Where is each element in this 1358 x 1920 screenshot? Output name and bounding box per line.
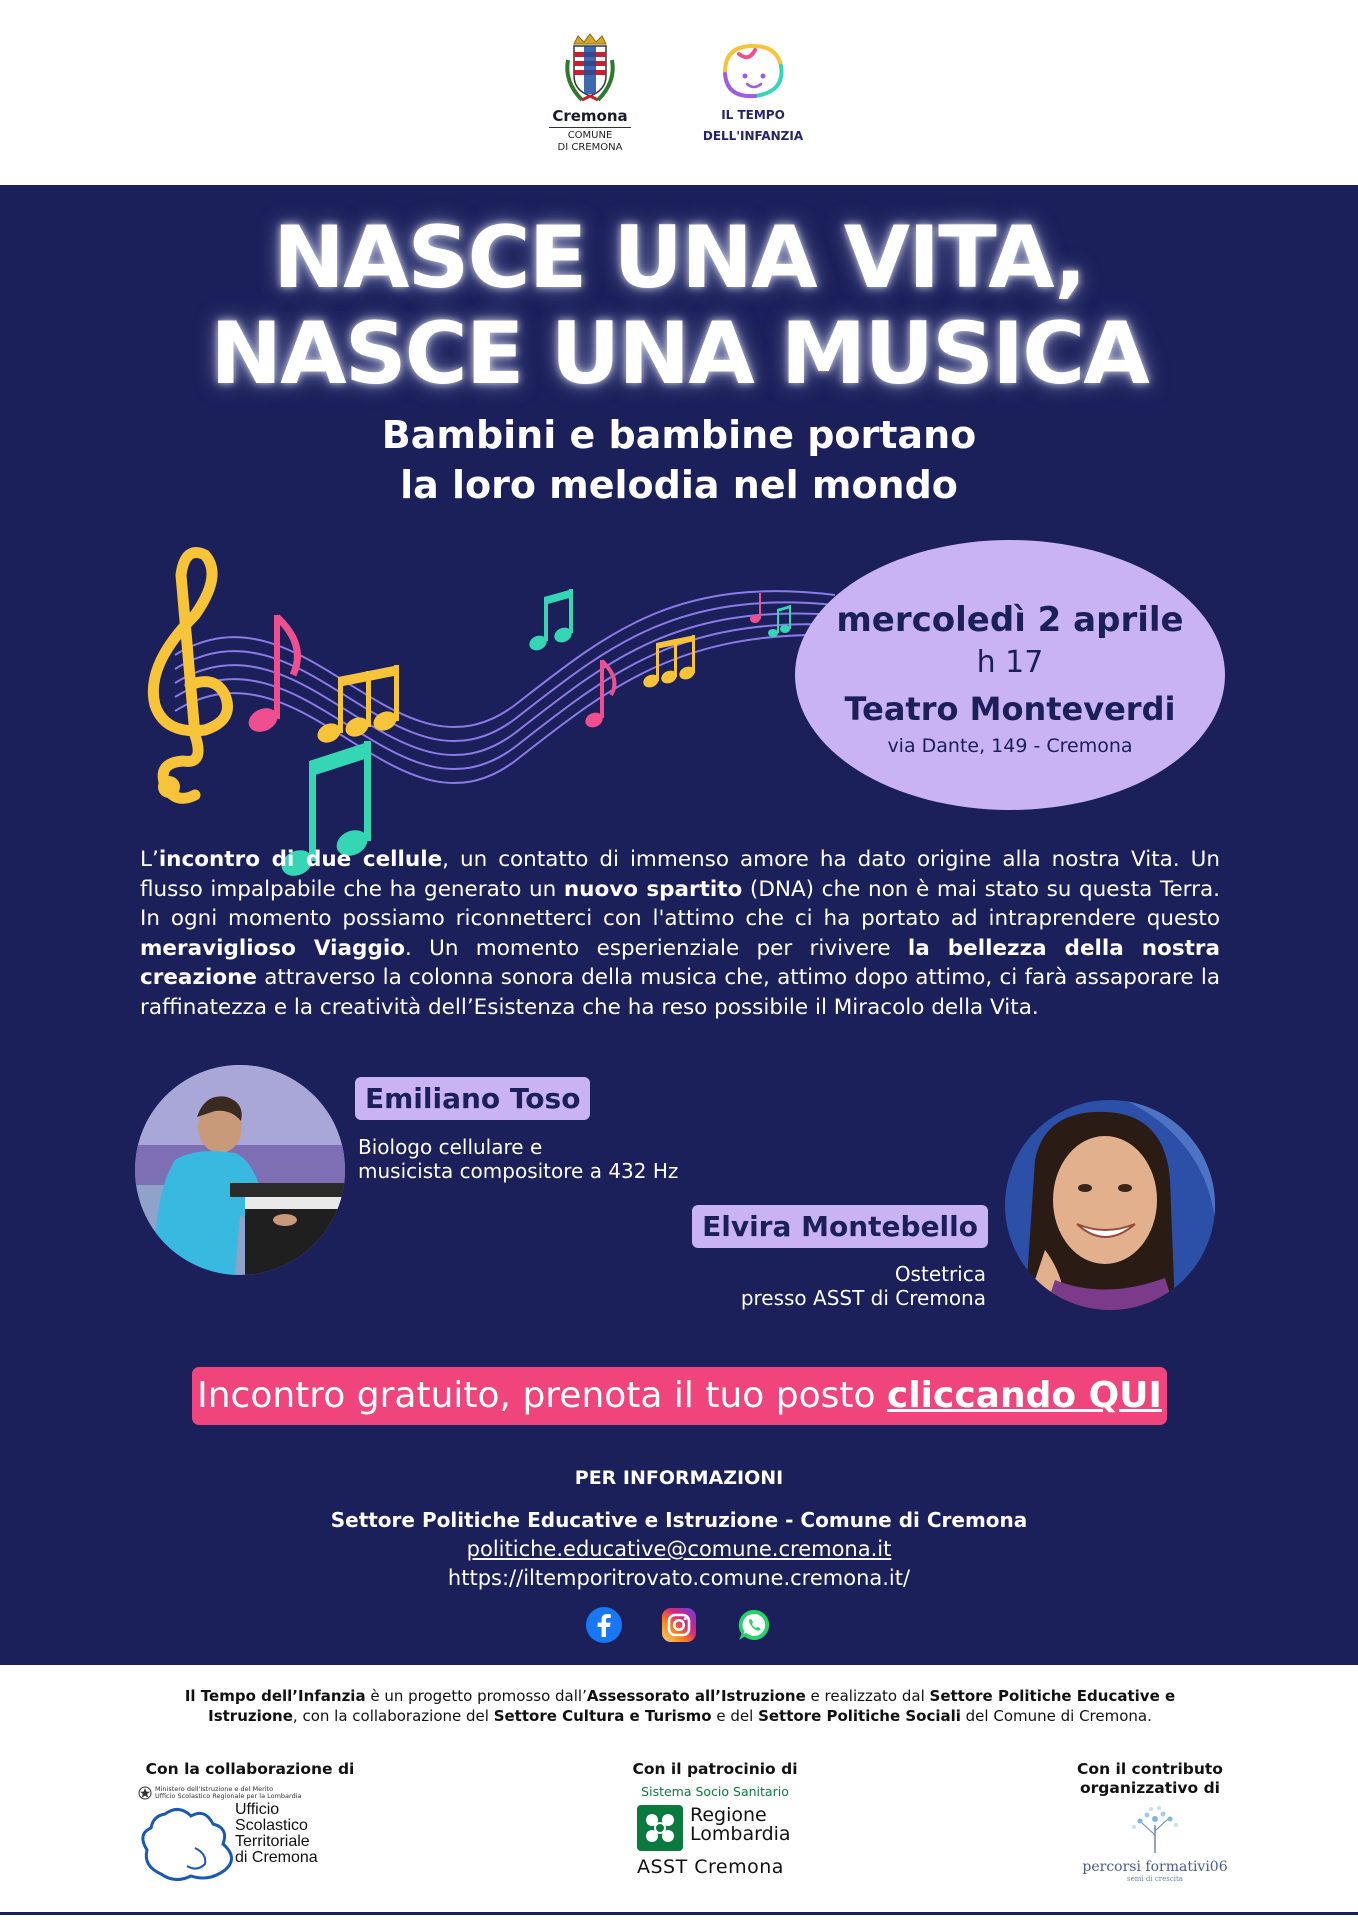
event-date: mercoledì 2 aprile xyxy=(836,600,1184,640)
tempo-logo-line2: DELL'INFANZIA xyxy=(702,129,804,143)
speaker-role-toso xyxy=(358,1135,678,1183)
footer-bold: Assessorato all’Istruzione xyxy=(586,1687,806,1705)
role-line: Biologo cellulare e xyxy=(358,1135,543,1159)
speaker-name-toso: Emiliano Toso xyxy=(355,1077,590,1120)
usp-ministry-line: Ufficio Scolastico Regionale per la Lombardia xyxy=(155,1792,302,1800)
tempo-logo-line1: IL TEMPO xyxy=(721,108,785,122)
description-bold: la bellezza della nostra creazione xyxy=(140,935,1221,990)
speaker-photo-toso xyxy=(135,1065,345,1275)
page-subtitle xyxy=(0,410,1358,510)
usp-name-line: di Cremona xyxy=(235,1849,318,1866)
event-address: via Dante, 149 - Cremona xyxy=(887,735,1133,757)
crest-city-name: Cremona xyxy=(552,107,628,125)
contribution-label-1: Con il contributo xyxy=(1077,1760,1223,1778)
booking-text: Incontro gratuito, prenota il tuo posto xyxy=(197,1375,887,1416)
footer-bold: Settore Cultura e Turismo xyxy=(493,1707,712,1725)
contribution-heading xyxy=(1050,1760,1250,1798)
footer-text: e del xyxy=(711,1707,759,1725)
crest-subtitle-1: COMUNE xyxy=(567,130,613,141)
info-title: PER INFORMAZIONI xyxy=(574,1467,784,1489)
whatsapp-icon[interactable] xyxy=(736,1607,772,1643)
description-bold: incontro di due cellule xyxy=(158,847,443,872)
event-description xyxy=(140,845,1220,1022)
usp-name xyxy=(235,1802,318,1866)
treble-clef-icon xyxy=(153,553,227,799)
facebook-icon[interactable] xyxy=(586,1607,622,1643)
regione-lombardia-rose-icon xyxy=(637,1805,683,1851)
page-title xyxy=(0,210,1358,402)
title-line-2: NASCE UNA MUSICA xyxy=(210,304,1148,404)
clef-dot xyxy=(158,776,180,798)
teal-small-notes-icon xyxy=(527,589,574,653)
header xyxy=(0,0,1358,185)
info-email-row xyxy=(0,1537,1358,1561)
percorsi-name: percorsi formativi06 xyxy=(1082,1859,1228,1875)
comune-cremona-logo xyxy=(545,30,635,155)
usp-name-line: Ufficio xyxy=(235,1801,280,1818)
crest-subtitle-2: DI CREMONA xyxy=(557,142,623,153)
description-text: , un contatto di immenso amore ha dato origine alla nostra Vita. Un flusso impalpabile che ha generato un xyxy=(140,847,1220,902)
contribution-label-2: organizzativo di xyxy=(1080,1779,1220,1797)
crest-divider xyxy=(549,127,631,128)
collaboration-heading xyxy=(130,1760,370,1779)
patronage-heading xyxy=(585,1760,845,1779)
footer-bold: Settore Politiche Educative e Istruzione xyxy=(208,1687,1176,1725)
description-text: attraverso la colonna sonora della musica che, attimo dopo attimo, ci farà assaporare la raffinatezza e la creatività dell’Esistenza che ha reso possibile il Miracolo della Vita. xyxy=(140,965,1220,1020)
footer-credits xyxy=(160,1686,1200,1726)
website-link[interactable]: https://iltemporitrovato.comune.cremona.it/ xyxy=(447,1566,911,1590)
speaker-role-montebello xyxy=(741,1262,986,1310)
child-face-icon xyxy=(715,40,791,102)
regione-line: Lombardia xyxy=(690,1823,791,1845)
percorsi-formativi-logo xyxy=(1080,1805,1230,1885)
usp-ministry-line: Ministero dell'Istruzione e del Merito xyxy=(155,1785,274,1793)
instagram-icon[interactable] xyxy=(661,1607,697,1643)
description-text: (DNA) che non è mai stato su questa Terra. In ogni momento possiamo riconnetterci con l'attimo che ci ha portato ad intraprendere questo xyxy=(140,876,1220,931)
role-line: presso ASST di Cremona xyxy=(740,1286,986,1310)
asst-cremona-name: ASST Cremona xyxy=(637,1856,784,1878)
description-bold: nuovo spartito xyxy=(563,876,743,902)
ufficio-scolastico-logo xyxy=(135,1786,375,1886)
social-links xyxy=(0,1607,1358,1643)
regione-line: Regione xyxy=(690,1804,767,1826)
description-bold: meraviglioso Viaggio xyxy=(140,935,405,961)
subtitle-line-2: la loro melodia nel mondo xyxy=(400,463,958,507)
title-line-1: NASCE UNA VITA, xyxy=(273,208,1085,308)
tempo-infanzia-logo xyxy=(688,40,818,150)
footer-text: del Comune di Cremona. xyxy=(960,1707,1152,1725)
footer-text: , con la collaborazione del xyxy=(292,1707,494,1725)
description-text: L’ xyxy=(140,847,159,872)
regione-lombardia-name xyxy=(690,1806,791,1844)
footer-text: e realizzato dal xyxy=(805,1687,930,1705)
event-time: h 17 xyxy=(976,645,1044,680)
pink-eighth-note-icon xyxy=(245,615,298,736)
sistema-socio-sanitario-label: Sistema Socio Sanitario xyxy=(641,1784,789,1799)
role-line: musicista compositore a 432 Hz xyxy=(358,1159,679,1183)
info-organization: Settore Politiche Educative e Istruzione - Comune di Cremona xyxy=(330,1508,1028,1532)
booking-link[interactable]: cliccando QUI xyxy=(886,1375,1162,1416)
booking-button[interactable] xyxy=(192,1367,1167,1425)
speaker-photo-montebello xyxy=(1005,1100,1215,1310)
speaker-name-montebello: Elvira Montebello xyxy=(692,1205,988,1248)
emblem-icon xyxy=(138,1786,152,1800)
percorsi-tagline: semi di crescita xyxy=(1127,1875,1183,1883)
usp-name-line: Scolastico xyxy=(235,1817,308,1834)
footer-bold: Settore Politiche Sociali xyxy=(758,1707,961,1725)
description-text: . Un momento esperienziale per rivivere xyxy=(404,935,908,961)
tree-icon xyxy=(1120,1805,1190,1853)
bottom-divider xyxy=(0,1912,1358,1915)
event-info-oval xyxy=(795,540,1225,810)
role-line: Ostetrica xyxy=(894,1262,986,1286)
footer-text: è un progetto promosso dall’ xyxy=(365,1687,587,1705)
patronage-label: Con il patrocinio di xyxy=(632,1760,798,1778)
event-venue: Teatro Monteverdi xyxy=(844,690,1176,728)
subtitle-line-1: Bambini e bambine portano xyxy=(381,413,977,457)
collaboration-label: Con la collaborazione di xyxy=(145,1760,355,1778)
usp-name-line: Territoriale xyxy=(235,1833,310,1850)
usp-ministry-text xyxy=(155,1786,302,1800)
cremona-crest-icon xyxy=(560,30,620,105)
event-panel xyxy=(0,185,1358,1665)
email-link[interactable]: politiche.educative@comune.cremona.it xyxy=(466,1537,892,1561)
footer-bold: Il Tempo dell’Infanzia xyxy=(184,1687,366,1705)
